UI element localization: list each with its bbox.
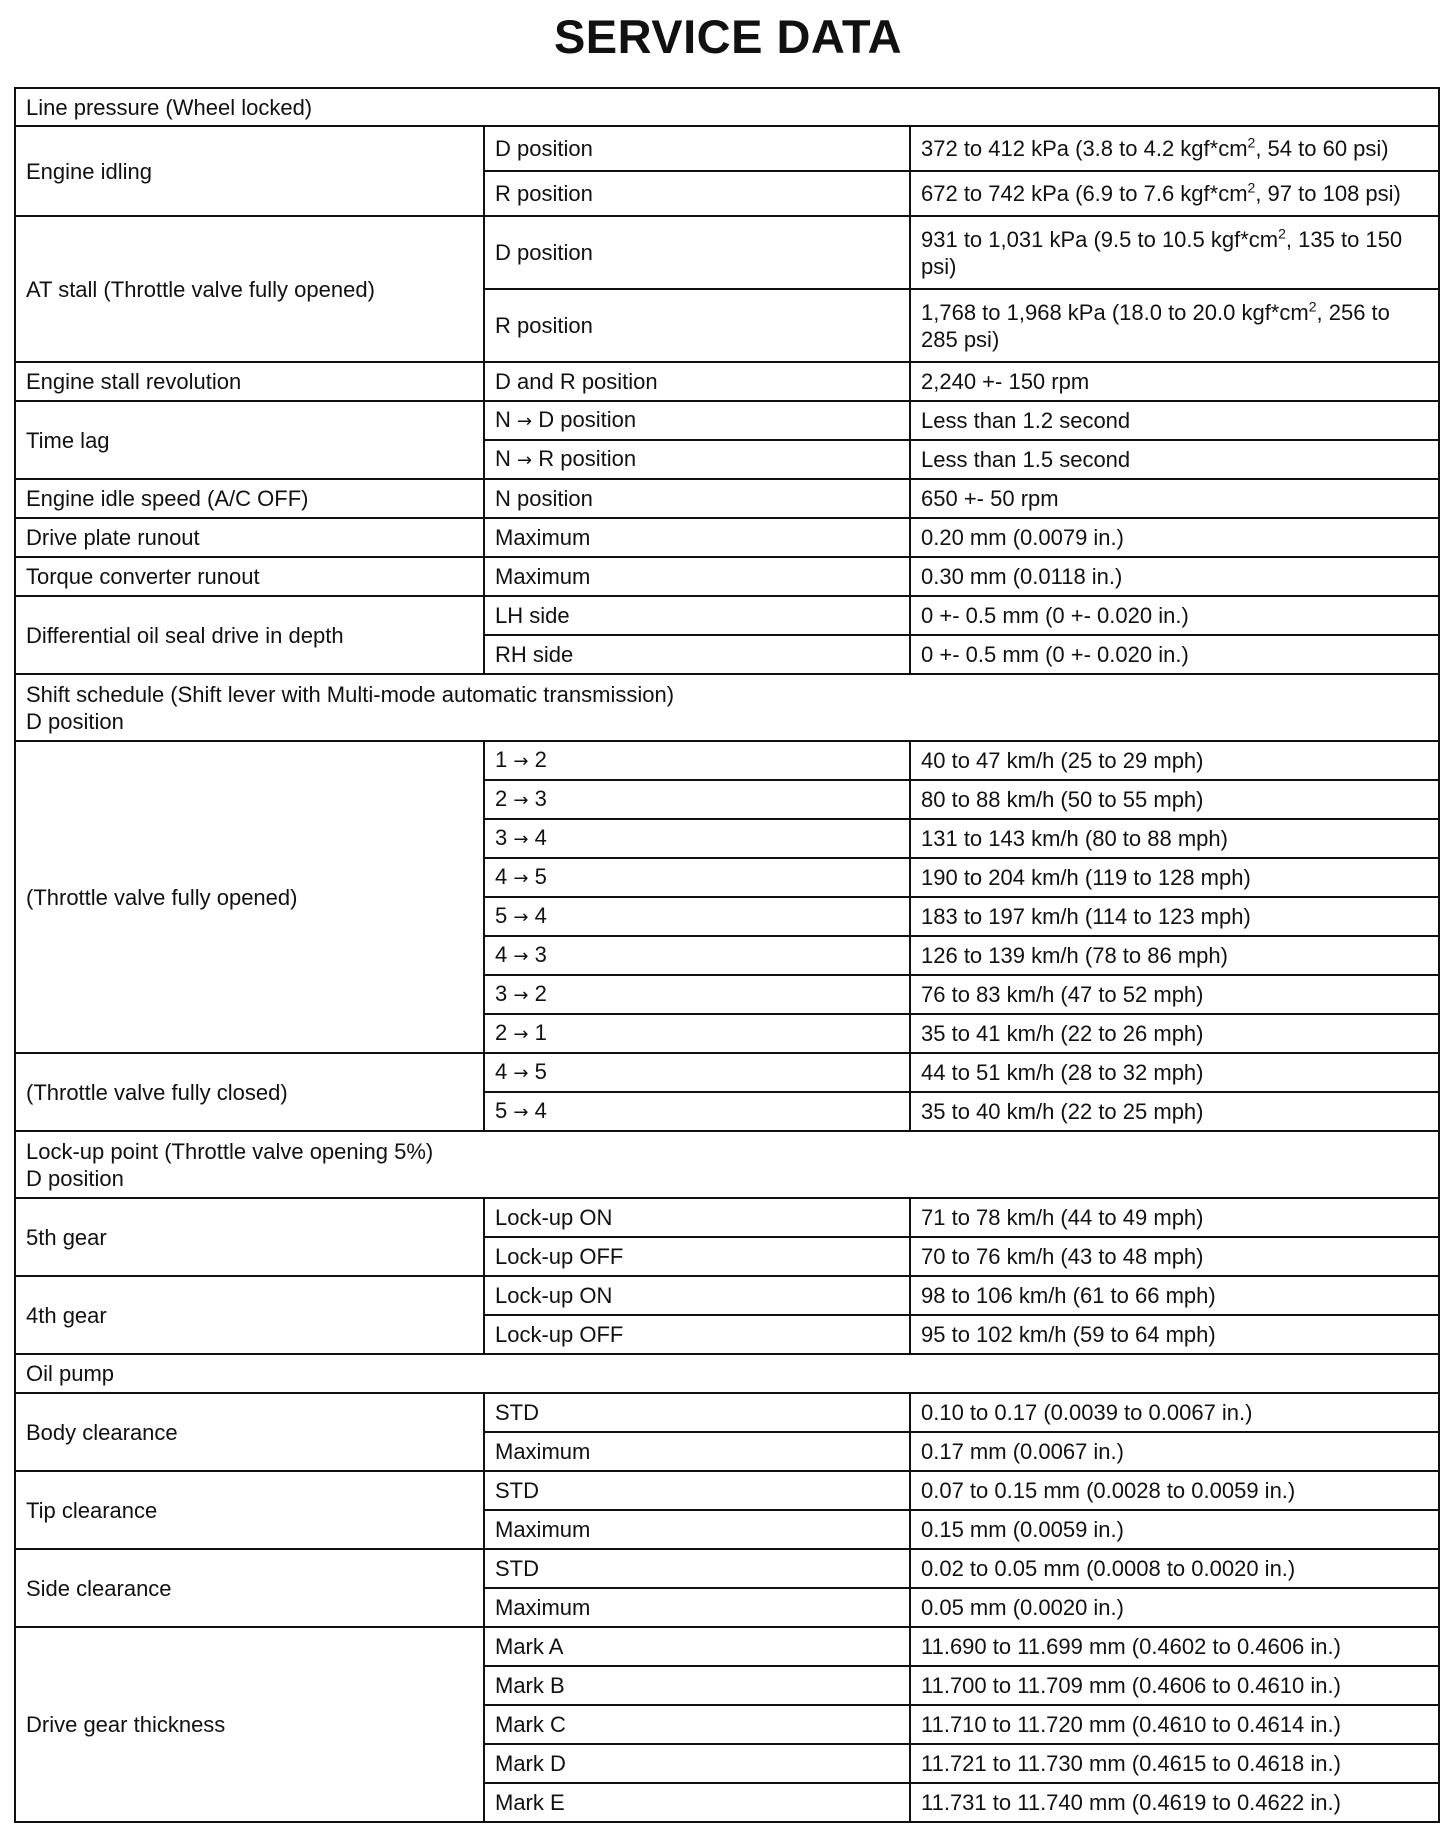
condition-target: 1 [534,1020,547,1045]
service-data-table-body [15,88,1439,1822]
item-label-cell [15,1471,484,1549]
section-header-cell [15,88,1439,126]
condition-cell [484,216,910,289]
value-cell [910,1237,1439,1276]
section-header-line: Shift schedule (Shift lever with Multi-mode automatic transmission) [26,681,675,707]
condition-text: Lock-up ON [495,1205,613,1230]
value-cell [910,819,1439,858]
value-cell [910,1627,1439,1666]
spec-value-suffix: , 54 to 60 psi) [1255,136,1389,161]
item-label-cell [15,479,484,518]
superscript-exponent: 2 [1308,298,1317,315]
condition-cell [484,1432,910,1471]
spec-value: 0.30 mm (0.0118 in.) [921,564,1123,589]
table-row [15,518,1439,557]
spec-value: 98 to 106 km/h (61 to 66 mph) [921,1283,1216,1308]
item-label: (Throttle valve fully opened) [26,884,298,910]
right-arrow-icon: → [513,829,529,850]
condition-cell [484,440,910,479]
right-arrow-icon: → [513,868,529,889]
value-cell [910,1705,1439,1744]
spec-value: 672 to 742 kPa (6.9 to 7.6 kgf*cm [921,181,1248,206]
value-cell [910,1471,1439,1510]
value-cell [910,518,1439,557]
service-data-table [14,87,1440,1823]
table-row [15,596,1439,635]
spec-value: 650 +- 50 rpm [921,486,1059,511]
section-header-line: Oil pump [26,1361,115,1386]
table-row [15,1198,1439,1237]
table-row [15,216,1439,289]
condition-text: N [495,446,511,471]
condition-text: Mark C [495,1712,566,1737]
spec-value: 95 to 102 km/h (59 to 64 mph) [921,1322,1216,1347]
condition-cell [484,858,910,897]
condition-cell [484,401,910,440]
condition-text: Lock-up OFF [495,1244,624,1269]
table-row [15,401,1439,440]
spec-value: 35 to 40 km/h (22 to 25 mph) [921,1099,1204,1124]
spec-value: 0.15 mm (0.0059 in.) [921,1517,1124,1542]
condition-cell [484,596,910,635]
condition-text: 4 [495,864,508,889]
table-row [15,1549,1439,1588]
value-cell [910,1276,1439,1315]
condition-cell [484,1471,910,1510]
right-arrow-icon: → [513,790,529,811]
value-cell [910,401,1439,440]
item-label: AT stall (Throttle valve fully opened) [26,276,375,302]
spec-value: 183 to 197 km/h (114 to 123 mph) [921,904,1251,929]
item-label: Side clearance [26,1575,172,1601]
value-cell [910,126,1439,171]
condition-text: N position [495,486,593,511]
spec-value: 11.731 to 11.740 mm (0.4619 to 0.4622 in.) [921,1790,1341,1815]
value-cell [910,1198,1439,1237]
right-arrow-icon: → [513,907,529,928]
condition-cell [484,1276,910,1315]
condition-text: R position [495,313,593,338]
table-row [15,1627,1439,1666]
section-header-line: D position [26,1165,124,1191]
condition-cell [484,518,910,557]
spec-value: 71 to 78 km/h (44 to 49 mph) [921,1205,1204,1230]
right-arrow-icon: → [513,946,529,967]
condition-cell [484,1092,910,1131]
value-cell [910,479,1439,518]
item-label: (Throttle valve fully closed) [26,1079,288,1105]
condition-cell [484,362,910,401]
condition-text: Mark A [495,1634,564,1659]
condition-cell [484,1588,910,1627]
table-row [15,1393,1439,1432]
item-label-cell [15,1549,484,1627]
right-arrow-icon: → [513,1024,529,1045]
condition-cell [484,171,910,216]
condition-target: 5 [534,864,547,889]
item-label-cell [15,126,484,216]
condition-target: 2 [534,981,547,1006]
spec-value: Less than 1.5 second [921,447,1131,472]
condition-cell [484,289,910,362]
item-label: Drive gear thickness [26,1712,226,1737]
right-arrow-icon: → [517,450,533,471]
spec-value: 76 to 83 km/h (47 to 52 mph) [921,982,1204,1007]
table-row [15,126,1439,171]
item-label-cell [15,216,484,362]
condition-text: 2 [495,786,508,811]
spec-value: 70 to 76 km/h (43 to 48 mph) [921,1244,1204,1269]
section-header-line: Line pressure (Wheel locked) [26,94,313,120]
section-header-line: D position [26,708,124,734]
item-label-cell [15,1198,484,1276]
item-label-cell [15,1393,484,1471]
item-label-cell [15,362,484,401]
condition-cell [484,1237,910,1276]
item-label: 5th gear [26,1224,107,1250]
section-header-cell [15,674,1439,741]
condition-cell [484,479,910,518]
value-cell [910,858,1439,897]
spec-value: 1,768 to 1,968 kPa (18.0 to 20.0 kgf*cm [921,299,1309,325]
condition-text: D position [495,136,593,161]
item-label-cell [15,518,484,557]
section-header-cell [15,1354,1439,1393]
condition-text: 5 [495,1098,508,1123]
item-label: 4th gear [26,1302,107,1328]
section-row [15,1131,1439,1198]
item-label-cell [15,557,484,596]
spec-value: 11.700 to 11.709 mm (0.4606 to 0.4610 in.) [921,1673,1341,1698]
condition-text: STD [495,1478,539,1503]
value-cell [910,171,1439,216]
value-cell [910,1315,1439,1354]
condition-text: 4 [495,1059,508,1084]
condition-text: Maximum [495,564,591,589]
spec-value: 0.02 to 0.05 mm (0.0008 to 0.0020 in.) [921,1556,1296,1581]
right-arrow-icon: → [513,1063,529,1084]
right-arrow-icon: → [517,411,533,432]
item-label: Body clearance [26,1419,178,1445]
table-row [15,741,1439,780]
section-header-line: Lock-up point (Throttle valve opening 5%) [26,1138,434,1164]
item-label: Engine idle speed (A/C OFF) [26,486,309,511]
item-label-cell [15,741,484,1053]
page-title: SERVICE DATA [553,10,903,63]
condition-target: D position [538,407,637,432]
condition-cell [484,1549,910,1588]
condition-target: 5 [534,1059,547,1084]
condition-text: Maximum [495,525,591,550]
condition-cell [484,975,910,1014]
condition-text: STD [495,1556,539,1581]
condition-target: 4 [534,903,547,928]
spec-value: 931 to 1,031 kPa (9.5 to 10.5 kgf*cm [921,226,1279,252]
spec-value: 11.710 to 11.720 mm (0.4610 to 0.4614 in.) [921,1712,1341,1737]
condition-text: RH side [495,642,574,667]
value-cell [910,1053,1439,1092]
condition-target: R position [538,446,637,471]
condition-target: 4 [534,825,547,850]
value-cell [910,596,1439,635]
spec-value: 40 to 47 km/h (25 to 29 mph) [921,748,1204,773]
superscript-exponent: 2 [1247,134,1256,151]
item-label-cell [15,1053,484,1131]
value-cell [910,1783,1439,1822]
value-cell [910,897,1439,936]
condition-target: 4 [534,1098,547,1123]
condition-cell [484,897,910,936]
condition-cell [484,780,910,819]
condition-text: R position [495,181,593,206]
value-cell [910,216,1439,289]
value-cell [910,289,1439,362]
condition-text: D and R position [495,369,658,394]
table-row [15,362,1439,401]
spec-value: 80 to 88 km/h (50 to 55 mph) [921,787,1204,812]
condition-target: 2 [534,747,547,772]
condition-text: Mark B [495,1673,565,1698]
value-cell [910,975,1439,1014]
condition-cell [484,126,910,171]
spec-value-suffix: , 256 to 285 psi) [921,299,1390,352]
condition-text: LH side [495,603,570,628]
condition-cell [484,1783,910,1822]
condition-cell [484,1744,910,1783]
spec-value: 11.721 to 11.730 mm (0.4615 to 0.4618 in.) [921,1751,1341,1776]
value-cell [910,1092,1439,1131]
spec-value: 126 to 139 km/h (78 to 86 mph) [921,943,1228,968]
condition-cell [484,1014,910,1053]
condition-cell [484,819,910,858]
value-cell [910,1432,1439,1471]
condition-text: Lock-up ON [495,1283,613,1308]
condition-text: 3 [495,825,508,850]
spec-value: 0.17 mm (0.0067 in.) [921,1439,1124,1464]
value-cell [910,635,1439,674]
item-label-cell [15,401,484,479]
condition-text: 1 [495,747,508,772]
value-cell [910,1549,1439,1588]
item-label: Engine stall revolution [26,369,242,394]
spec-value: 35 to 41 km/h (22 to 26 mph) [921,1021,1204,1046]
spec-value: 44 to 51 km/h (28 to 32 mph) [921,1060,1204,1085]
value-cell [910,1510,1439,1549]
item-label-cell [15,1627,484,1822]
condition-cell [484,557,910,596]
value-cell [910,780,1439,819]
condition-text: D position [495,240,593,265]
condition-cell [484,1705,910,1744]
spec-value: 11.690 to 11.699 mm (0.4602 to 0.4606 in.) [921,1634,1341,1659]
condition-cell [484,1393,910,1432]
spec-value-suffix: , 97 to 108 psi) [1255,181,1401,206]
right-arrow-icon: → [513,751,529,772]
value-cell [910,1014,1439,1053]
section-header-cell [15,1131,1439,1198]
spec-value: Less than 1.2 second [921,408,1131,433]
condition-cell [484,1627,910,1666]
spec-value: 372 to 412 kPa (3.8 to 4.2 kgf*cm [921,136,1248,161]
item-label: Differential oil seal drive in depth [26,622,344,648]
item-label: Drive plate runout [26,525,200,550]
value-cell [910,1666,1439,1705]
value-cell [910,936,1439,975]
table-row [15,479,1439,518]
condition-text: 4 [495,942,508,967]
item-label: Torque converter runout [26,564,260,589]
value-cell [910,440,1439,479]
value-cell [910,1393,1439,1432]
condition-text: Maximum [495,1517,591,1542]
condition-text: Maximum [495,1595,591,1620]
condition-text: Lock-up OFF [495,1322,624,1347]
condition-text: N [495,407,511,432]
spec-value: 0.05 mm (0.0020 in.) [921,1595,1124,1620]
item-label-cell [15,1276,484,1354]
condition-text: Maximum [495,1439,591,1464]
condition-cell [484,1666,910,1705]
spec-value: 2,240 +- 150 rpm [921,369,1090,394]
right-arrow-icon: → [513,985,529,1006]
right-arrow-icon: → [513,1102,529,1123]
condition-cell [484,1053,910,1092]
condition-text: STD [495,1400,539,1425]
value-cell [910,741,1439,780]
spec-value: 131 to 143 km/h (80 to 88 mph) [921,826,1228,851]
condition-text: 2 [495,1020,508,1045]
spec-value: 0 +- 0.5 mm (0 +- 0.020 in.) [921,642,1189,667]
superscript-exponent: 2 [1247,179,1256,196]
spec-value-suffix: , 135 to 150 psi) [921,226,1403,279]
spec-value: 0.20 mm (0.0079 in.) [921,525,1124,550]
table-row [15,1053,1439,1092]
condition-cell [484,1510,910,1549]
table-row [15,557,1439,596]
condition-cell [484,1315,910,1354]
item-label: Tip clearance [26,1497,158,1523]
condition-cell [484,635,910,674]
condition-cell [484,741,910,780]
condition-target: 3 [534,942,547,967]
section-row [15,88,1439,126]
condition-text: 3 [495,981,508,1006]
value-cell [910,1588,1439,1627]
spec-value: 190 to 204 km/h (119 to 128 mph) [921,865,1251,890]
section-row [15,674,1439,741]
condition-target: 3 [534,786,547,811]
item-label-cell [15,596,484,674]
spec-value: 0 +- 0.5 mm (0 +- 0.020 in.) [921,603,1189,628]
table-row [15,1471,1439,1510]
value-cell [910,362,1439,401]
spec-value: 0.07 to 0.15 mm (0.0028 to 0.0059 in.) [921,1478,1296,1503]
superscript-exponent: 2 [1278,225,1286,242]
table-row [15,1276,1439,1315]
value-cell [910,557,1439,596]
condition-text: Mark D [495,1751,566,1776]
section-row [15,1354,1439,1393]
condition-cell [484,936,910,975]
condition-text: Mark E [495,1790,565,1815]
condition-text: 5 [495,903,508,928]
item-label: Engine idling [26,158,152,184]
value-cell [910,1744,1439,1783]
item-label: Time lag [26,427,110,453]
spec-value: 0.10 to 0.17 (0.0039 to 0.0067 in.) [921,1400,1253,1425]
condition-cell [484,1198,910,1237]
